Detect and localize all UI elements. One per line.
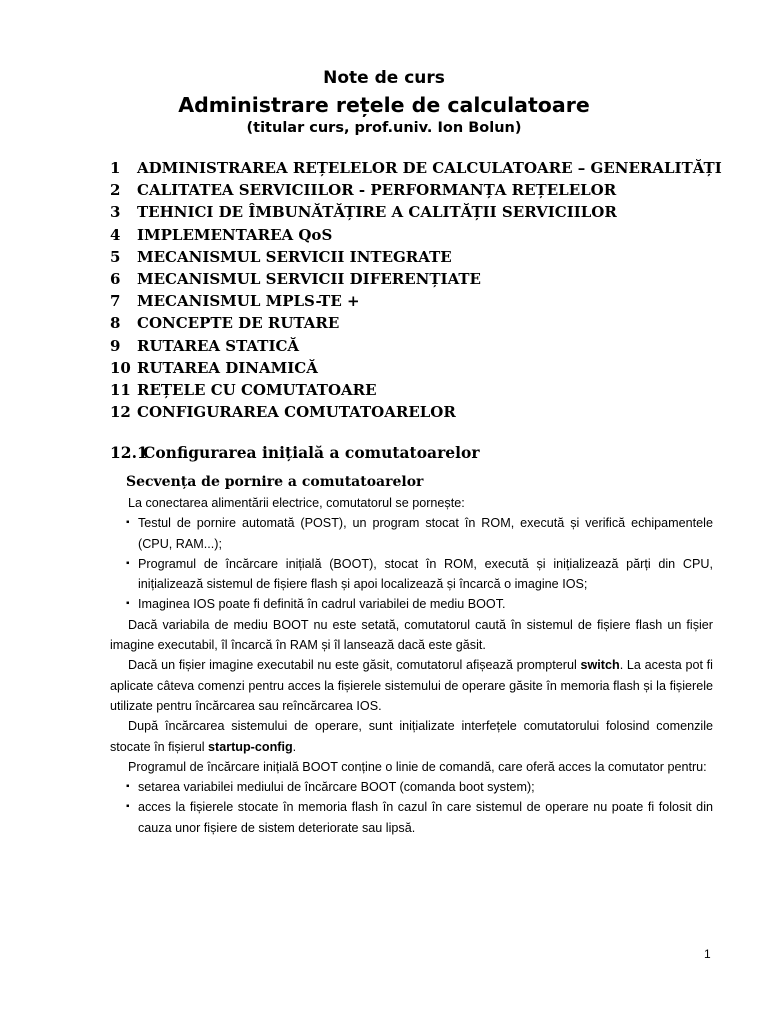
toc-label: TEHNICI DE ÎMBUNĂTĂȚIRE A CALITĂȚII SERVICIILOR bbox=[137, 203, 617, 222]
paragraph: Dacă variabila de mediu BOOT nu este setată, comutatorul caută în sistemul de fișiere flash un fișier imagine executabil, îl încarcă în RAM și îl lansează dacă este găsit. bbox=[110, 617, 713, 653]
bullet-icon: ▪ bbox=[126, 557, 130, 569]
paragraph-text: . La acesta pot fi aplicate câteva comenzi pentru acces la fișierele sistemului de operare găsite în memoria flash și la fișierele utilizate pentru încărcarea sau reîncărcarea IOS. bbox=[110, 658, 713, 713]
startup-steps-list bbox=[110, 513, 713, 614]
toc-item bbox=[110, 224, 722, 246]
list-item bbox=[110, 513, 713, 554]
toc-item bbox=[110, 290, 722, 312]
paragraph: Programul de încărcare inițială BOOT conține o linie de comandă, care oferă acces la comutator pentru: bbox=[128, 759, 707, 774]
toc-number: 5 bbox=[110, 247, 121, 266]
body-text bbox=[110, 493, 713, 838]
toc-item bbox=[110, 335, 722, 357]
toc-label: REȚELE CU COMUTATOARE bbox=[137, 380, 377, 399]
list-item bbox=[110, 554, 713, 595]
list-item bbox=[110, 594, 713, 614]
toc-item bbox=[110, 268, 722, 290]
intro-paragraph: La conectarea alimentării electrice, comutatorul se pornește: bbox=[128, 496, 465, 510]
bullet-icon: ▪ bbox=[126, 517, 130, 529]
toc-label: MECANISMUL SERVICII INTEGRATE bbox=[137, 247, 452, 266]
toc-item bbox=[110, 312, 722, 334]
list-item-text: Imaginea IOS poate fi definită în cadrul variabilei de mediu BOOT. bbox=[138, 597, 506, 612]
paragraph bbox=[110, 655, 713, 716]
toc-number: 12 bbox=[110, 403, 131, 422]
toc-item bbox=[110, 379, 722, 401]
toc-item bbox=[110, 357, 722, 379]
paragraph bbox=[110, 716, 713, 757]
toc-item bbox=[110, 246, 722, 268]
bullet-icon: ▪ bbox=[126, 781, 130, 793]
paragraph-text: Dacă un fișier imagine executabil nu este găsit, comutatorul afișează prompterul bbox=[128, 658, 581, 673]
toc-label: CONCEPTE DE RUTARE bbox=[137, 314, 340, 333]
toc-item bbox=[110, 201, 722, 223]
toc-label: MECANISMUL MPLS-TE + bbox=[137, 292, 360, 311]
toc-label: CONFIGURAREA COMUTATOARELOR bbox=[137, 403, 456, 422]
toc-number: 8 bbox=[110, 314, 121, 333]
paragraph-text: . bbox=[292, 739, 297, 754]
document-subtitle: (titular curs, prof.univ. Ion Bolun) bbox=[246, 120, 522, 136]
toc-number: 1 bbox=[110, 159, 121, 177]
subsection-heading: Secvența de pornire a comutatoarelor bbox=[126, 474, 424, 490]
document-title: Administrare rețele de calculatoare bbox=[178, 93, 590, 117]
startup-config-term: startup-config bbox=[208, 739, 293, 754]
toc-number: 10 bbox=[110, 358, 131, 377]
toc-label: MECANISMUL SERVICII DIFERENȚIATE bbox=[137, 269, 481, 288]
bullet-icon: ▪ bbox=[126, 801, 130, 813]
toc-item bbox=[110, 179, 722, 201]
toc-number: 2 bbox=[110, 181, 121, 200]
section-title: Configurarea inițială a comutatoarelor bbox=[143, 443, 480, 462]
toc-number: 7 bbox=[110, 292, 121, 311]
boot-functions-list bbox=[110, 777, 713, 838]
toc-number: 3 bbox=[110, 203, 121, 222]
toc-item bbox=[110, 157, 722, 179]
toc-number: 6 bbox=[110, 269, 121, 288]
toc-number: 11 bbox=[110, 380, 131, 399]
toc-label: CALITATEA SERVICIILOR - PERFORMANȚA REȚELELOR bbox=[137, 181, 617, 200]
paragraph-text: După încărcarea sistemului de operare, sunt inițializate interfețele comutatorului folosind comenzile stocate în fișierul bbox=[110, 719, 713, 754]
table-of-contents bbox=[110, 157, 722, 423]
switch-prompt-term: switch bbox=[580, 658, 620, 673]
page-number: 1 bbox=[704, 947, 711, 961]
toc-label: RUTAREA STATICĂ bbox=[137, 336, 300, 355]
list-item bbox=[110, 777, 713, 797]
list-item-text: Programul de încărcare inițială (BOOT), stocat în ROM, execută și inițializează părți din CPU, inițializează sistemul de fișiere flash și apoi localizează și încarcă o imagine IOS; bbox=[138, 556, 713, 592]
list-item bbox=[110, 797, 713, 838]
toc-item bbox=[110, 401, 722, 423]
bullet-icon: ▪ bbox=[126, 598, 130, 610]
section-heading bbox=[110, 443, 480, 462]
list-item-text: acces la fișierele stocate în memoria flash în cazul în care sistemul de operare nu poate fi folosit din cauza unor fișiere de sistem deteriorate sau lipsă. bbox=[138, 800, 713, 835]
list-item-text: setarea variabilei mediului de încărcare BOOT (comanda boot system); bbox=[138, 780, 535, 795]
course-notes-label: Note de curs bbox=[323, 68, 445, 88]
toc-number: 4 bbox=[110, 225, 121, 244]
list-item-text: Testul de pornire automată (POST), un program stocat în ROM, execută și verifică echipamentele (CPU, RAM...); bbox=[138, 516, 713, 551]
toc-number: 9 bbox=[110, 336, 121, 355]
section-number: 12.1 bbox=[110, 443, 148, 462]
toc-label: RUTAREA DINAMICĂ bbox=[137, 358, 318, 377]
toc-label: ADMINISTRAREA REȚELELOR DE CALCULATOARE – GENERALITĂȚI bbox=[137, 159, 722, 177]
toc-label: IMPLEMENTAREA QoS bbox=[137, 225, 333, 244]
